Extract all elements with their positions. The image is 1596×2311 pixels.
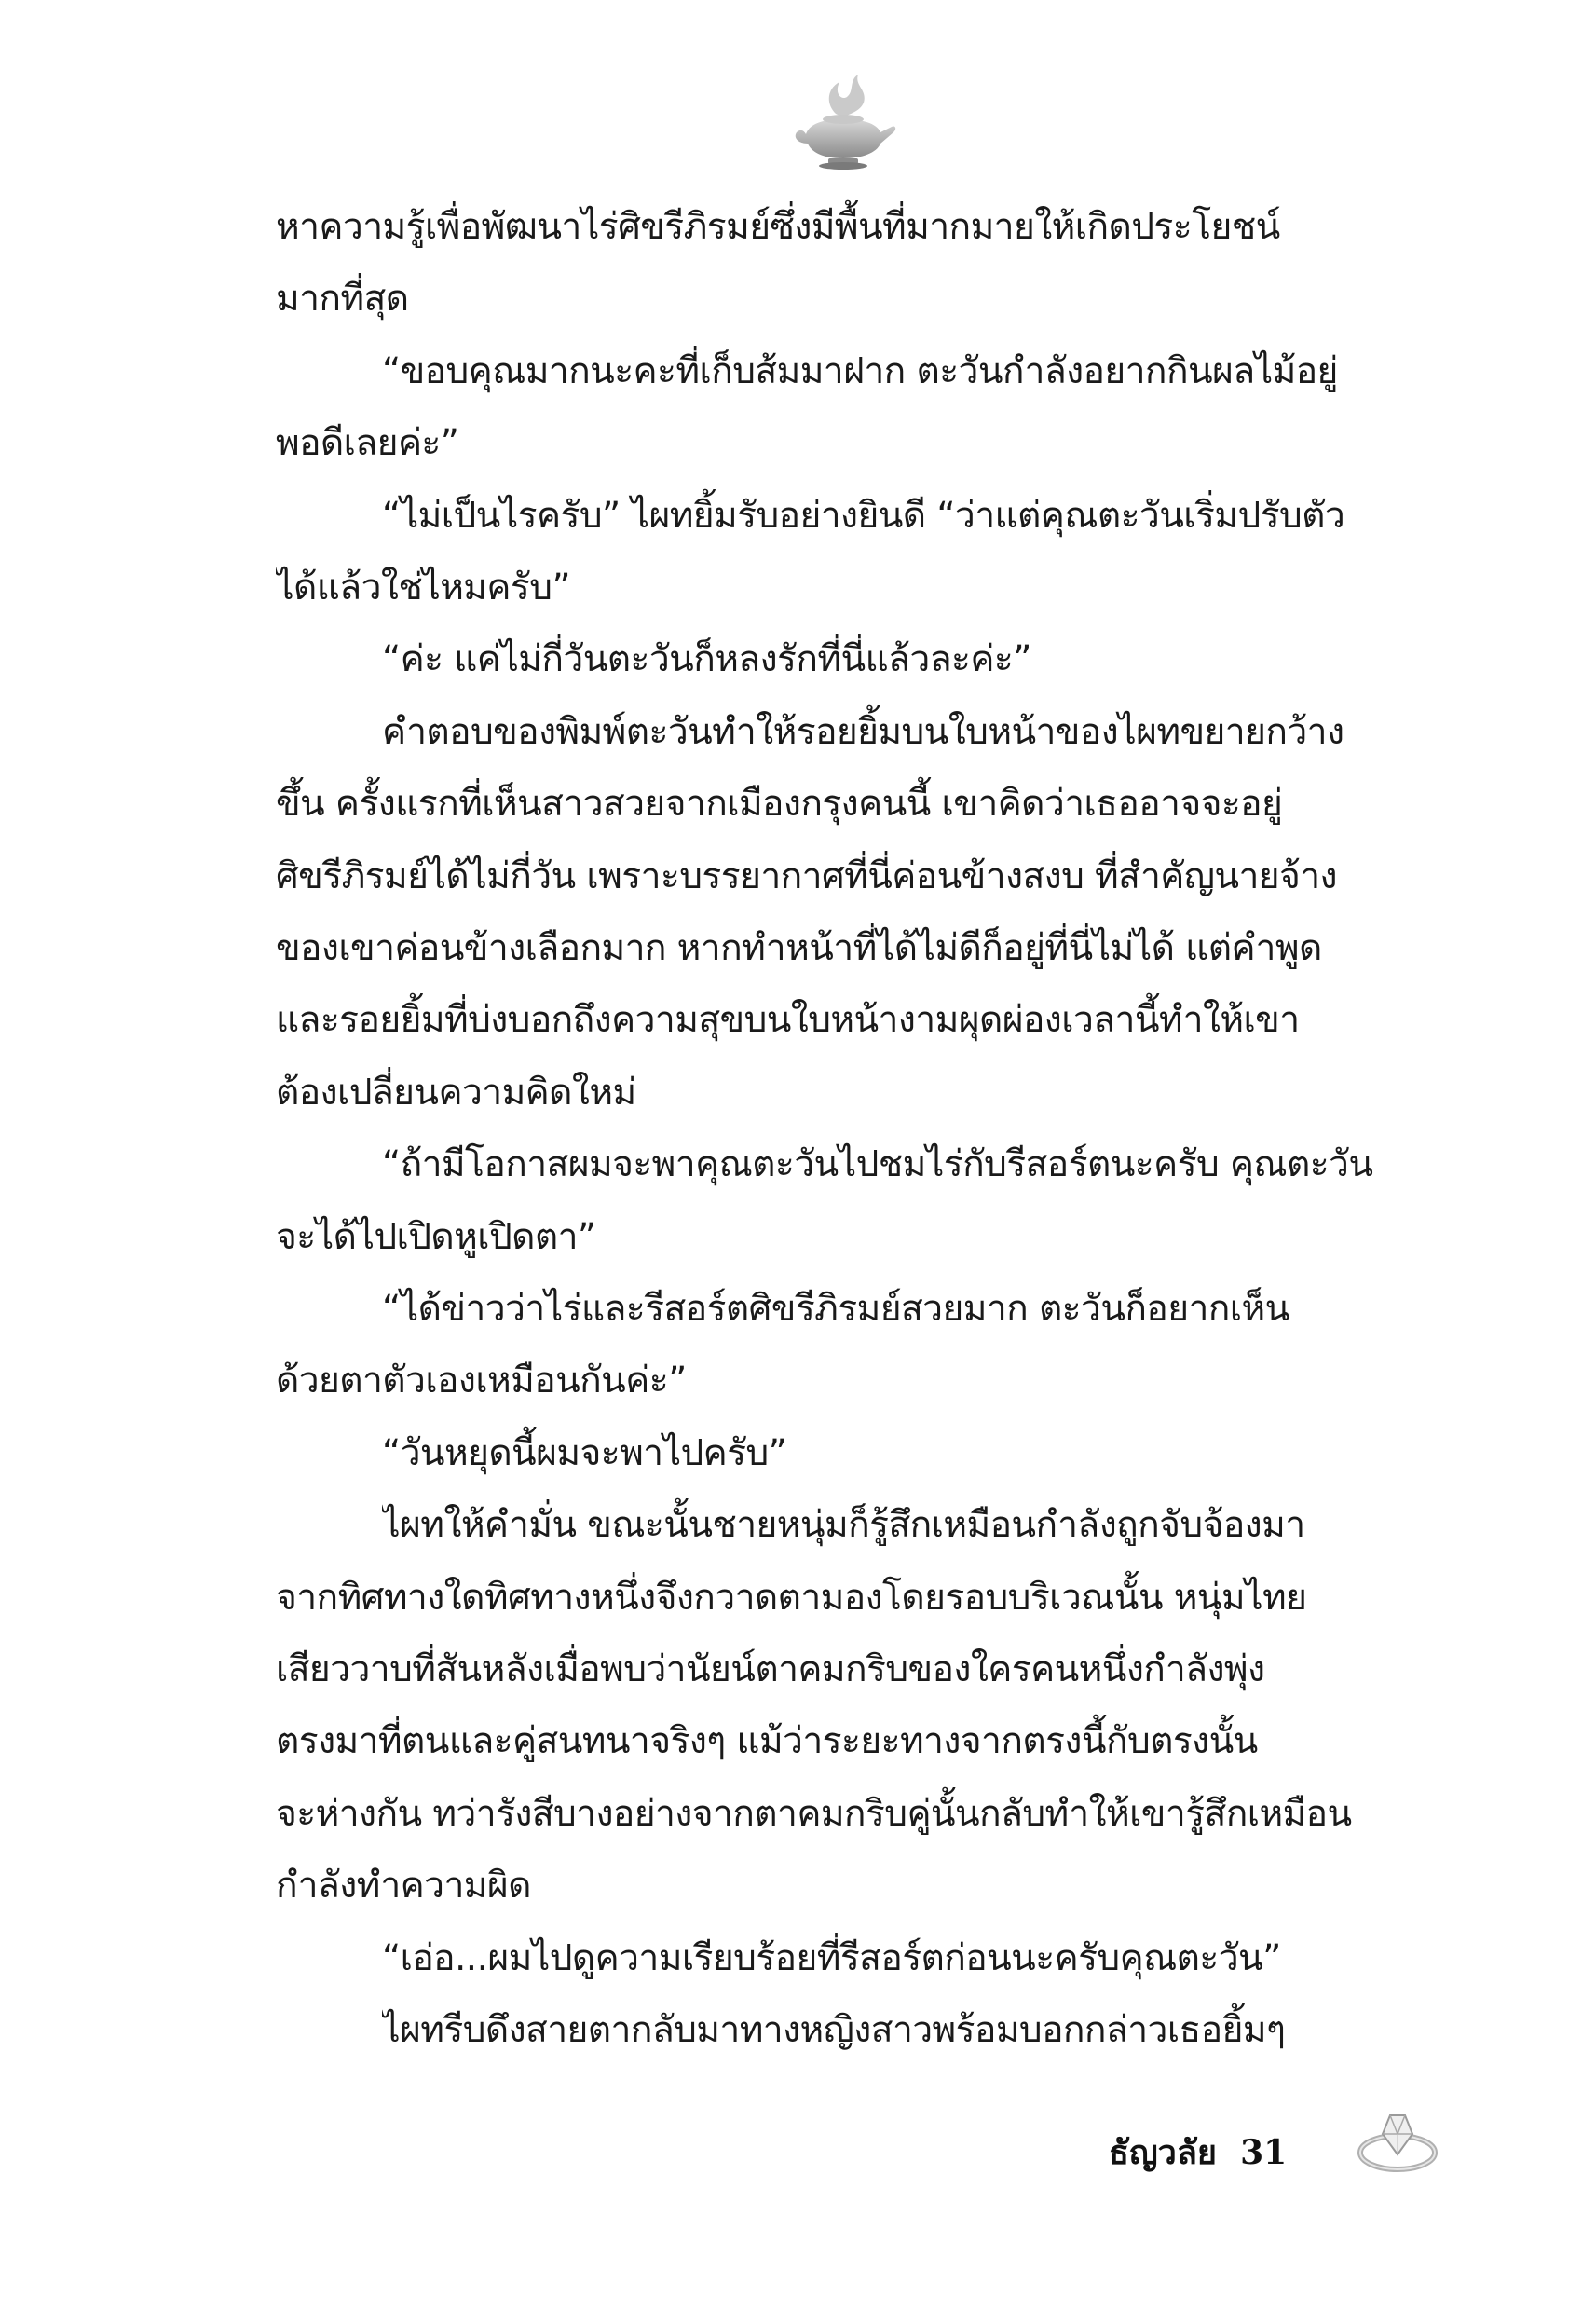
text-line: หาความรู้เพื่อพัฒนาไร่ศิขรีภิรมย์ซึ่งมีพื้นที่มากมายให้เกิดประโยชน์ — [276, 206, 1280, 248]
text-line: กำลังทำความผิด — [276, 1865, 531, 1907]
text-line: พอดีเลยค่ะ” — [276, 422, 459, 464]
text-line: “ได้ข่าวว่าไร่และรีสอร์ตศิขรีภิรมย์สวยมาก ตะวันก็อยากเห็น — [382, 1288, 1289, 1330]
text-line: ด้วยตาตัวเองเหมือนกันค่ะ” — [276, 1360, 687, 1402]
book-title: ธัญวลัย — [1109, 2133, 1218, 2172]
text-line: ไผทรีบดึงสายตากลับมาทางหญิงสาวพร้อมบอกกล่าวเธอยิ้มๆ — [382, 2009, 1286, 2051]
text-line: ตรงมาที่ตนและคู่สนทนาจริงๆ แม้ว่าระยะทางจากตรงนี้กับตรงนั้น — [276, 1720, 1258, 1762]
text-line: ต้องเปลี่ยนความคิดใหม่ — [276, 1072, 636, 1114]
text-line: “ไม่เป็นไรครับ” ไผทยิ้มรับอย่างยินดี “ว่าแต่คุณตะวันเริ่มปรับตัว — [382, 495, 1345, 537]
text-line: มากที่สุด — [276, 278, 409, 320]
text-line: ได้แล้วใช่ไหมครับ” — [276, 567, 571, 609]
text-line: ศิขรีภิรมย์ได้ไม่กี่วัน เพราะบรรยากาศที่นี่ค่อนข้างสงบ ที่สำคัญนายจ้าง — [276, 855, 1337, 897]
text-line: “ถ้ามีโอกาสผมจะพาคุณตะวันไปชมไร่กับรีสอร์ตนะครับ คุณตะวัน — [382, 1143, 1373, 1185]
text-line: เสียววาบที่สันหลังเมื่อพบว่านัยน์ตาคมกริบของใครคนหนึ่งกำลังพุ่ง — [276, 1648, 1265, 1690]
text-line: “เอ่อ...ผมไปดูความเรียบร้อยที่รีสอร์ตก่อนนะครับคุณตะวัน” — [382, 1937, 1281, 1979]
diamond-ring-icon — [1351, 2099, 1444, 2182]
text-line: ขึ้น ครั้งแรกที่เห็นสาวสวยจากเมืองกรุงคนนี้ เขาคิดว่าเธออาจจะอยู่ — [276, 783, 1283, 825]
text-line: ไผทให้คำมั่น ขณะนั้นชายหนุ่มก็รู้สึกเหมือนกำลังถูกจับจ้องมา — [382, 1504, 1305, 1546]
text-line: “ค่ะ แค่ไม่กี่วันตะวันก็หลงรักที่นี่แล้วละค่ะ” — [382, 638, 1031, 680]
text-line: “ขอบคุณมากนะคะที่เก็บส้มมาฝาก ตะวันกำลังอยากกินผลไม้อยู่ — [382, 350, 1338, 392]
text-line: จะห่างกัน ทว่ารังสีบางอย่างจากตาคมกริบคู่นั้นกลับทำให้เขารู้สึกเหมือน — [276, 1793, 1352, 1835]
text-line: คำตอบของพิมพ์ตะวันทำให้รอยยิ้มบนใบหน้าของไผทขยายกว้าง — [382, 711, 1344, 753]
page-number: 31 — [1240, 2133, 1288, 2172]
page-footer — [1109, 2120, 1287, 2185]
text-line: จากทิศทางใดทิศทางหนึ่งจึงกวาดตามองโดยรอบบริเวณนั้น หนุ่มไทย — [276, 1577, 1307, 1619]
text-line: “วันหยุดนี้ผมจะพาไปครับ” — [382, 1432, 787, 1474]
text-line: จะได้ไปเปิดหูเปิดตา” — [276, 1216, 596, 1258]
text-line: ของเขาค่อนข้างเลือกมาก หากทำหน้าที่ได้ไม่ดีก็อยู่ที่นี่ไม่ได้ แต่คำพูด — [276, 927, 1322, 969]
text-line: และรอยยิ้มที่บ่งบอกถึงความสุขบนใบหน้างามผุดผ่องเวลานี้ทำให้เขา — [276, 999, 1300, 1041]
